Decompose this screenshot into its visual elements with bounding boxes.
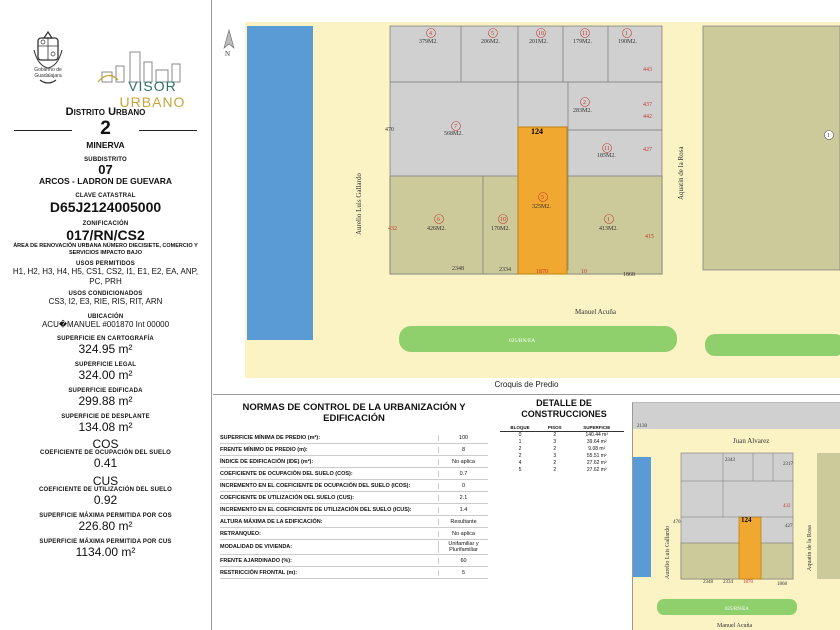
cell: 140.44 m² (585, 432, 609, 438)
cell: 2 (553, 467, 557, 473)
table-row (500, 432, 624, 440)
cell: 39.64 m² (586, 439, 607, 445)
col-pisos: PISOS (540, 424, 570, 432)
norma-key: INCREMENTO EN EL COEFICIENTE DE OCUPACIÓN DEL SUELO (ICOS): (220, 482, 411, 489)
snum-427: 427 (785, 524, 793, 529)
snum-470: 470 (673, 520, 681, 525)
lot-id-5b: 5 (541, 195, 544, 201)
num-415: 415 (645, 234, 654, 240)
cell: 2 (553, 460, 557, 466)
ubicacion-label: UBICACIÓN (87, 314, 124, 320)
norma-key: COEFICIENTE DE OCUPACIÓN DEL SUELO (COS): (220, 470, 353, 477)
street-num-2334: 2334 (499, 267, 511, 273)
water-strip (247, 26, 313, 340)
norma-value: 60 (438, 558, 488, 564)
snum-2130: 2130 (637, 424, 647, 429)
usos-permitidos: H1, H2, H3, H4, H5, CS1, CS2, I1, E1, E2, EA, ANP, PC, PRH (12, 267, 199, 286)
sup-desplante-label: SUPERFICIE DE DESPLANTE (61, 414, 150, 420)
street-num-10: 10 (581, 269, 587, 275)
cell: 55.51 m² (586, 453, 607, 459)
norma-key: MODALIDAD DE VIVIENDA: (220, 544, 293, 550)
num-442: 442 (643, 114, 652, 120)
location-map-canvas[interactable] (633, 403, 840, 630)
green-strip (399, 326, 677, 352)
sup-cartografia-value: 324.95 m² (78, 342, 133, 356)
zonificacion-label: ZONIFICACIÓN (82, 221, 129, 227)
croquis-map[interactable] (213, 0, 840, 395)
lot-id-7: 7 (454, 124, 457, 130)
norma-key: INCREMENTO EN EL COEFICIENTE DE UTILIZACIÓN DEL SUELO (ICUS): (220, 506, 412, 513)
cell: 3 (553, 439, 557, 445)
location-map[interactable] (632, 402, 840, 630)
street-juan-alvarez: Juan Alvarez (733, 437, 770, 445)
sup-legal-label: SUPERFICIE LEGAL (74, 362, 137, 368)
lot-id-2: 2 (583, 100, 586, 106)
norma-value: 0.7 (438, 471, 488, 477)
normas-table (220, 432, 488, 579)
lot-id-6: 6 (437, 217, 440, 223)
lot-190: 190M2. (618, 39, 637, 45)
sup-desplante-value: 134.08 m² (78, 420, 133, 434)
norma-row (220, 468, 488, 480)
sup-edificada-label: SUPERFICIE EDIFICADA (68, 388, 143, 394)
max-cus-label: SUPERFICIE MÁXIMA PERMITIDA POR CUS (39, 539, 172, 545)
norma-value: No aplica (438, 531, 488, 537)
norma-row (220, 480, 488, 492)
num-437: 437 (643, 102, 652, 108)
block-small-olive (681, 543, 793, 579)
norma-value: 0 (438, 483, 488, 489)
street-num-2348: 2348 (452, 266, 464, 272)
norma-value: 2.1 (438, 495, 488, 501)
distrito-title: Distrito Urbano (65, 106, 146, 118)
subdistrito-number: 07 (98, 162, 113, 177)
sup-cartografia-label: SUPERFICIE EN CARTOGRAFÍA (57, 336, 154, 342)
lot-id-11: 11 (582, 31, 588, 37)
zonificacion-value: 017/RN/CS2 (66, 227, 145, 243)
norma-value: Resultante (438, 519, 488, 525)
street-num-1868: 1868 (623, 272, 635, 278)
lot-id-10b: 10 (500, 217, 506, 223)
cell: 27.62 m² (586, 467, 607, 473)
guadalajara-crest-icon (30, 28, 66, 88)
snum-1868: 1868 (777, 582, 787, 587)
norma-key: COEFICIENTE DE UTILIZACIÓN DEL SUELO (CUS): (220, 494, 355, 501)
cus-value: 0.92 (93, 493, 118, 507)
cus-label: COEFICIENTE DE UTILIZACIÓN DEL SUELO (38, 487, 173, 493)
lot-id-10: 10 (538, 31, 544, 37)
distrito-name: MINERVA (86, 140, 125, 150)
street-manuel-acuna: Manuel Acuña (575, 308, 617, 316)
norma-value: 5 (438, 570, 488, 576)
block-small-east (817, 453, 840, 579)
norma-value: 100 (438, 435, 488, 441)
ubicacion-value: ACU�MANUEL #001870 Int 00000 (41, 320, 170, 329)
cell: 2 (518, 453, 522, 459)
lot-179: 179M2. (573, 39, 592, 45)
norma-row (220, 516, 488, 528)
max-cos-value: 226.80 m² (78, 519, 133, 533)
normas-title: NORMAS DE CONTROL DE LA URBANIZACIÓN Y EDIFICACIÓN (242, 402, 466, 424)
block-east (703, 26, 840, 270)
table-row (500, 439, 624, 446)
detalle-panel (500, 398, 628, 508)
max-cus-value: 1134.00 m² (75, 545, 136, 559)
right-block-id: 1 (827, 133, 830, 139)
north-label: N (225, 50, 231, 58)
norma-key: SUPERFICIE MÍNIMA DE PREDIO (m²): (220, 434, 321, 441)
lot-124-small: 124 (741, 516, 752, 524)
street-num-1870: 1870 (536, 269, 548, 275)
cell: 4 (518, 460, 522, 466)
street-rosa-small: Aquatín de la Rosa (807, 525, 813, 571)
subject-lot-small[interactable] (739, 517, 761, 579)
green-strip-east (705, 334, 840, 356)
lot-id-11b: 11 (604, 146, 610, 152)
cos-label: COEFICIENTE DE OCUPACIÓN DEL SUELO (40, 450, 171, 456)
norma-row (220, 444, 488, 456)
logo-word-visor: VISOR (128, 78, 177, 94)
snum-1870: 1870 (743, 580, 753, 585)
norma-row (220, 456, 488, 468)
cos-title: COS (92, 437, 119, 451)
num-443: 443 (643, 67, 652, 73)
cell: 9.08 m² (588, 446, 606, 452)
lot-id-1b: 1 (607, 217, 610, 223)
visor-urbano-logo (94, 78, 211, 110)
num-470: 470 (385, 127, 394, 133)
cell: 2 (553, 446, 557, 452)
norma-row (220, 432, 488, 444)
cell: 3 (553, 453, 557, 459)
logos (0, 0, 211, 110)
lot-id-1: 1 (625, 31, 628, 37)
lot-379: 379M2. (419, 39, 438, 45)
detalle-table (500, 424, 624, 474)
map-canvas[interactable] (213, 0, 840, 378)
sup-legal-value: 324.00 m² (78, 368, 133, 382)
norma-row (220, 492, 488, 504)
norma-value: 1.4 (438, 507, 488, 513)
croquis-caption: Croquis de Predio (494, 380, 559, 389)
distrito-number: 2 (100, 118, 111, 139)
norma-value: 8 (438, 447, 488, 453)
norma-key: RETRANQUEO: (220, 530, 261, 537)
norma-value: Unifamiliar y Plurifamiliar (438, 541, 488, 553)
table-row (500, 460, 624, 467)
subdistrito-name: ARCOS - LADRON DE GUEVARA (38, 176, 172, 186)
norma-row (220, 504, 488, 516)
street-aurelio-luis-gallardo: Aurelio Luis Gallardo (355, 173, 363, 235)
divider-right (139, 130, 197, 131)
cell: 0 (518, 432, 522, 438)
cell: 27.62 m² (586, 460, 607, 466)
snum-2343: 2343 (725, 458, 735, 463)
norma-value: No aplica (438, 459, 488, 465)
subject-lot-number: 124 (531, 127, 543, 136)
lot-201: 201M2. (529, 39, 548, 45)
lot-185: 185M2. (597, 153, 616, 159)
col-bloque: BLOQUE (500, 424, 540, 432)
zonificacion-description: ÁREA DE RENOVACIÓN URBANA NÚMERO DIECISIETE, COMERCIO Y SERVICIOS IMPACTO BAJO (13, 243, 198, 256)
norma-key: FRENTE AJARDINADO (%): (220, 557, 292, 564)
norma-row (220, 528, 488, 540)
sup-edificada-value: 299.88 m² (78, 394, 133, 408)
norma-key: RESTRICCIÓN FRONTAL (m): (220, 569, 298, 576)
norma-key: ALTURA MÁXIMA DE LA EDIFICACIÓN: (220, 518, 323, 525)
street-aquatin-de-la-rosa: Aquatín de la Rosa (677, 146, 685, 200)
table-row (500, 467, 624, 474)
lot-id-5: 5 (491, 31, 494, 37)
num-427: 427 (643, 147, 652, 153)
norma-key: FRENTE MÍNIMO DE PREDIO (m): (220, 446, 308, 453)
table-row (500, 446, 624, 453)
norma-row (220, 567, 488, 579)
norma-row (220, 540, 488, 555)
usos-condicionados-label: USOS CONDICIONADOS (68, 291, 143, 297)
norma-row (220, 555, 488, 567)
snum-432: 432 (783, 504, 791, 509)
snum-2348: 2348 (703, 580, 713, 585)
cus-title: CUS (92, 474, 119, 488)
table-row (500, 453, 624, 460)
detalle-title: DETALLE DE CONSTRUCCIONES (521, 398, 607, 419)
lot-206: 206M2. (481, 39, 500, 45)
logo-word-urbano: URBANO (119, 94, 186, 110)
num-432: 432 (388, 226, 397, 232)
cell: 2 (553, 432, 557, 438)
normas-panel (214, 398, 494, 630)
crest-text: Gobierno de Guadalajara (34, 67, 62, 79)
snum-2317: 2317 (783, 462, 793, 467)
cell: 1 (518, 439, 522, 445)
lot-id-4: 4 (429, 31, 432, 37)
cell: 5 (518, 467, 522, 473)
lot-568: 568M2. (444, 131, 463, 137)
water-strip-small (633, 457, 651, 577)
cos-value: 0.41 (93, 456, 118, 470)
street-gallardo-small: Aurelio Luis Gallardo (665, 526, 671, 579)
norma-key: ÍNDICE DE EDIFICACIÓN (IDE) (m²): (220, 458, 314, 465)
col-superficie: SUPERFICIE (570, 424, 624, 432)
street-acuna-small: Manuel Acuña (717, 623, 753, 629)
lot-170: 170M2. (491, 226, 510, 232)
divider-left (14, 130, 72, 131)
usos-permitidos-label: USOS PERMITIDOS (75, 261, 135, 267)
lot-426: 426M2. (427, 226, 446, 232)
info-sidebar (0, 0, 212, 630)
cell: 2 (518, 446, 522, 452)
clave-label: CLAVE CATASTRAL (75, 193, 136, 199)
zone-label: 025/RN/EA (509, 338, 536, 344)
lot-325: 325M2. (532, 204, 551, 210)
zone-label-small: 025/RN/EA (725, 607, 749, 612)
snum-2334: 2334 (723, 580, 733, 585)
distrito-number-row (0, 118, 211, 140)
max-cos-label: SUPERFICIE MÁXIMA PERMITIDA POR COS (39, 513, 172, 519)
lot-283: 283M2. (573, 108, 592, 114)
lot-413: 413M2. (599, 226, 618, 232)
north-block (633, 403, 840, 429)
clave-catastral: D65J2124005000 (49, 199, 162, 215)
subdistrito-label: SUBDISTRITO (84, 157, 127, 163)
usos-condicionados: CS3, I2, E3, RIE, RIS, RIT, ARN (48, 297, 163, 306)
